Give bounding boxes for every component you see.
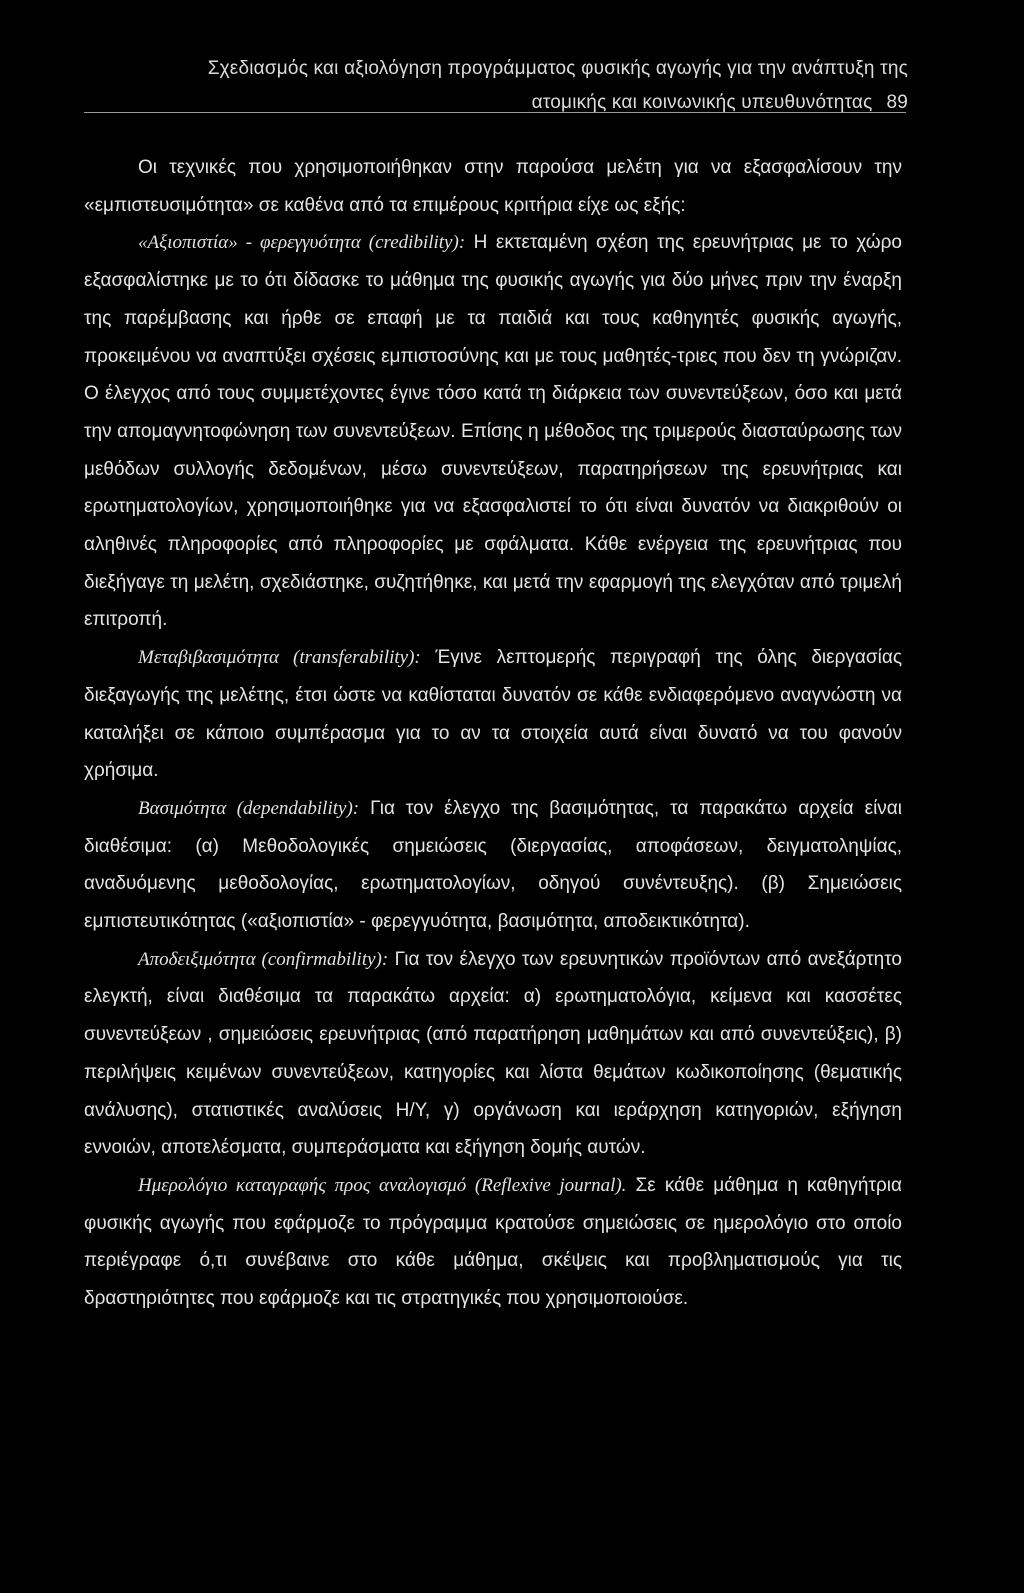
journal-text: Σε κάθε μάθημα η καθηγήτρια φυσικής αγωγής που εφάρμοζε το πρόγραμμα κρατούσε σημειώσεις σε ημερολόγιο στο οποίο περιέγραφε ό,τι συνέβαινε στο κάθε μάθημα, σκέψεις και προβληματισμούς για τις δραστηριότητες που εφάρμοζε και τις στρατηγικές που χρησιμοποιούσε. bbox=[84, 1174, 903, 1310]
confirmability-text: Για τον έλεγχο των ερευνητικών προϊόντων από ανεξάρτητο ελεγκτή, είναι διαθέσιμα τα παρακάτω αρχεία: α) ερωτηματολόγια, κείμενα και κασσέτες συνεντεύξεων , σημειώσεις ερευνήτριας (από παρατήρηση μαθημάτων και από συνεντεύξεις), β) περιλήψεις κειμένων συνεντεύξεων, κατηγορίες και λίστα θεμάτων κωδικοποίησης (θεματικής ανάλυσης), στατιστικές αναλύσεις Η/Υ, γ) οργάνωση και ιεράρχηση κατηγοριών, εξήγηση εννοιών, αποτελέσματα, συμπεράσματα και εξήγηση δομής αυτών. bbox=[84, 948, 902, 1159]
journal-term: Ημερολόγιο καταγραφής προς αναλογισμό (Reflexive journal). bbox=[138, 1174, 627, 1196]
page-body bbox=[84, 149, 902, 1318]
transferability-paragraph bbox=[84, 639, 902, 790]
credibility-paragraph bbox=[84, 224, 902, 639]
header-rule bbox=[84, 112, 906, 113]
header-title-line1: Σχεδιασμός και αξιολόγηση προγράμματος φυσικής αγωγής για την ανάπτυξη της bbox=[207, 58, 908, 79]
credibility-term: «Αξιοπιστία» - φερεγγυότητα (credibility): bbox=[138, 232, 466, 254]
transferability-text: Έγινε λεπτομερής περιγραφή της όλης διεργασίας διεξαγωγής της μελέτης, έτσι ώστε να καθίσταται δυνατόν σε κάθε ενδιαφερόμενο αναγνώστη να καταλήξει σε κάποιο συμπέρασμα για το αν τα στοιχεία αυτά είναι δυνατό να του φανούν χρήσιμα. bbox=[84, 647, 902, 782]
running-header bbox=[84, 52, 908, 120]
journal-paragraph bbox=[84, 1167, 902, 1318]
transferability-term: Μεταβιβασιμότητα (transferability): bbox=[138, 647, 421, 669]
page-number: 89 bbox=[886, 92, 908, 113]
intro-paragraph: Οι τεχνικές που χρησιμοποιήθηκαν στην παρούσα μελέτη για να εξασφαλίσουν την «εμπιστευσιμότητα» σε καθένα από τα επιμέρους κριτήρια είχε ως εξής: bbox=[84, 157, 902, 216]
dependability-paragraph bbox=[84, 790, 902, 941]
credibility-text: Η εκτεταμένη σχέση της ερευνήτριας με το χώρο εξασφαλίστηκε με το ότι δίδασκε το μάθημα της φυσικής αγωγής για δύο μήνες πριν την έναρξη της παρέμβασης και ήρθε σε επαφή με τα παιδιά και τους καθηγητές φυσικής αγωγής, προκειμένου να αναπτύξει σχέσεις εμπιστοσύνης και με τους μαθητές-τριες που δεν τη γνώριζαν. Ο έλεγχος από τους συμμετέχοντες έγινε τόσο κατά τη διάρκεια των συνεντεύξεων, όσο και μετά την απομαγνητοφώνηση των συνεντεύξεων. Επίσης η μέθοδος της τριμερούς διασταύρωσης των μεθόδων συλλογής δεδομένων, μέσω συνεντεύξεων, παρατηρήσεων της ερευνήτριας και ερωτηματολογίων, χρησιμοποιήθηκε για να εξασφαλιστεί το ότι είναι δυνατόν να διακριθούν οι αληθινές πληροφορίες από πληροφορίες με σφάλματα. Κάθε ενέργεια της ερευνήτριας που διεξήγαγε τη μελέτη, σχεδιάστηκε, συζητήθηκε, και μετά την εφαρμογή της ελεγχόταν από τριμελή επιτροπή. bbox=[84, 232, 902, 631]
confirmability-paragraph bbox=[84, 941, 902, 1167]
header-title-line2-text: ατομικής και κοινωνικής υπευθυνότητας bbox=[531, 92, 873, 113]
dependability-term: Βασιμότητα (dependability): bbox=[138, 797, 360, 819]
confirmability-term: Αποδειξιμότητα (confirmability): bbox=[138, 948, 389, 970]
dependability-text: Για τον έλεγχο της βασιμότητας, τα παρακάτω αρχεία είναι διαθέσιμα: (α) Μεθοδολογικές σημειώσεις (διεργασίας, αποφάσεων, δειγματοληψίας, αναδυόμενης μεθοδολογίας, ερωτηματολογίων, οδηγού συνέντευξης). (β) Σημειώσεις εμπιστευτικότητας («αξιοπιστία» - φερεγγυότητα, βασιμότητα, αποδεικτικότητα). bbox=[84, 797, 902, 933]
header-title-line2 bbox=[84, 86, 908, 120]
